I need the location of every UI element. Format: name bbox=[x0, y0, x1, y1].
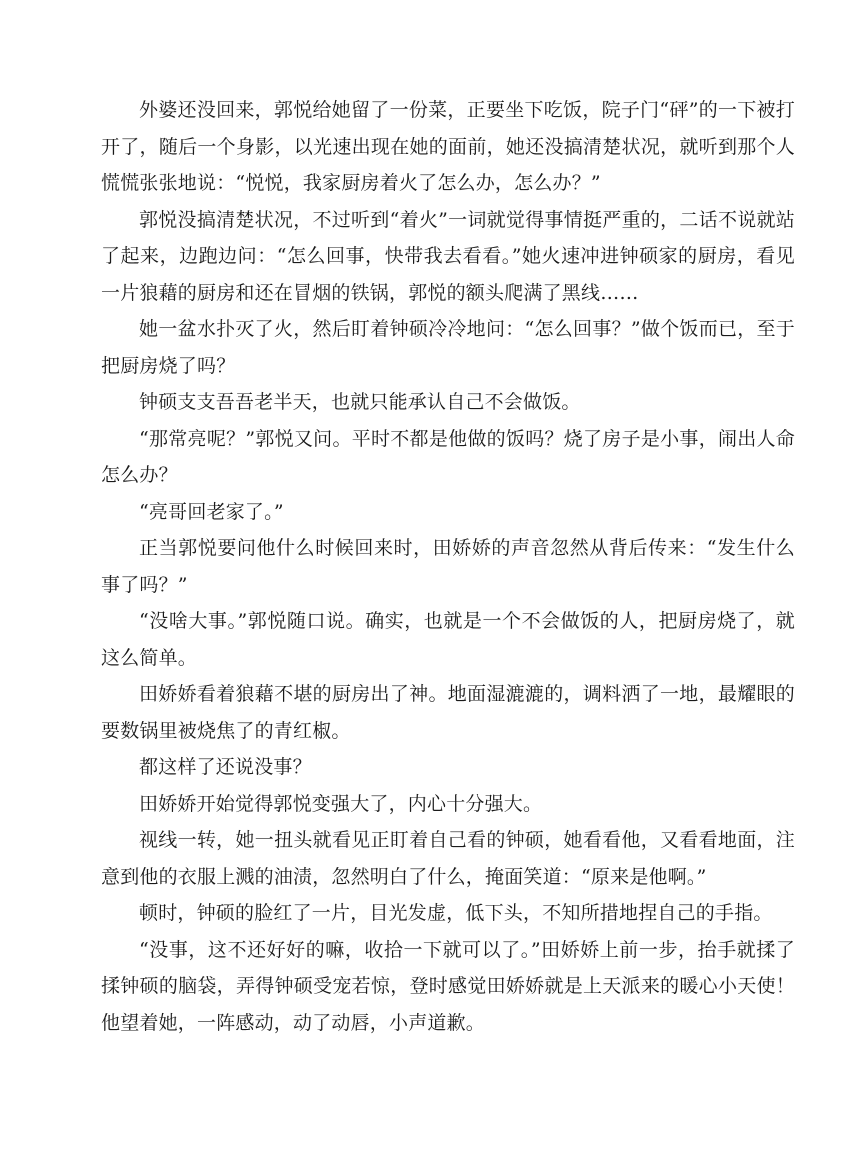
paragraph: 顿时，钟硕的脸红了一片，目光发虚，低下头，不知所措地捏自己的手指。 bbox=[139, 902, 773, 924]
paragraph: “没事，这不还好好的嘛，收拾一下就可以了。”田娇娇上前一步，抬手就揉了揉钟硕的脑袋，弄得钟硕受宠若惊，登时感觉田娇娇就是上天派来的暖心小天使！他望着她，一阵感动，动了动唇，小声道歉。 bbox=[101, 938, 795, 1034]
paragraph: “亮哥回老家了。” bbox=[139, 500, 284, 523]
paragraph: “没啥大事。”郭悦随口说。确实，也就是一个不会做饭的人，把厨房烧了，就这么简单。 bbox=[101, 610, 795, 669]
paragraph: 郭悦没搞清楚状况，不过听到“着火”一词就觉得事情挺严重的，二话不说就站了起来，边跑边问：“怎么回事，快带我去看看。”她火速冲进钟硕家的厨房，看见一片狼藉的厨房和还在冒烟的铁锅，郭悦的额头爬满了黑线…… bbox=[101, 208, 795, 304]
paragraph: 正当郭悦要问他什么时候回来时，田娇娇的声音忽然从背后传来：“发生什么事了吗？” bbox=[101, 537, 795, 596]
paragraph: “那常亮呢？”郭悦又问。平时不都是他做的饭吗？烧了房子是小事，闹出人命怎么办？ bbox=[101, 427, 795, 486]
paragraph: 视线一转，她一扭头就看见正盯着自己看的钟硕，她看看他，又看看地面，注意到他的衣服上溅的油渍，忽然明白了什么，掩面笑道：“原来是他啊。” bbox=[101, 829, 795, 888]
paragraph: 她一盆水扑灭了火，然后盯着钟硕冷冷地问：“怎么回事？”做个饭而已，至于把厨房烧了吗？ bbox=[101, 318, 795, 377]
paragraph: 都这样了还说没事？ bbox=[139, 756, 312, 778]
paragraph: 田娇娇看着狼藉不堪的厨房出了神。地面湿漉漉的，调料洒了一地，最耀眼的要数锅里被烧焦了的青红椒。 bbox=[101, 683, 795, 742]
paragraph: 田娇娇开始觉得郭悦变强大了，内心十分强大。 bbox=[139, 792, 543, 815]
document-page bbox=[101, 92, 795, 1041]
paragraph: 钟硕支支吾吾老半天，也就只能承认自己不会做饭。 bbox=[139, 391, 581, 413]
paragraph: 外婆还没回来，郭悦给她留了一份菜，正要坐下吃饭，院子门“砰”的一下被打开了，随后一个身影，以光速出现在她的面前，她还没搞清楚状况，就听到那个人慌慌张张地说：“悦悦，我家厨房着火了怎么办，怎么办？” bbox=[101, 99, 795, 194]
